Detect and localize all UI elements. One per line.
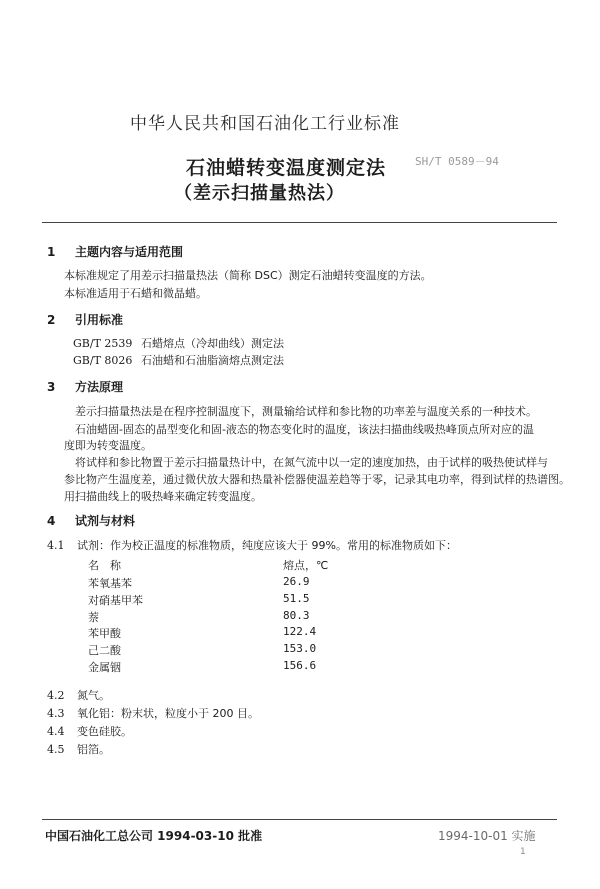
list-item (47, 706, 259, 722)
document-subtitle: （差示扫描量热法） (174, 183, 345, 204)
material-name: 萘 (88, 611, 99, 624)
item-number: 4.5 (47, 743, 65, 756)
material-melting-point: 80.3 (283, 609, 310, 622)
material-name: 苯甲酸 (88, 627, 121, 640)
table-header-name: 名 称 (88, 559, 121, 572)
material-melting-point: 51.5 (283, 592, 310, 605)
section-title: 主题内容与适用范围 (75, 245, 184, 259)
item-4-1 (47, 538, 457, 554)
material-melting-point: 122.4 (283, 625, 317, 638)
item-number: 4.2 (47, 689, 65, 702)
section-number: 4 (47, 514, 56, 528)
page-number: 1 (520, 847, 526, 857)
reference-item (73, 336, 284, 352)
section-1-paragraph: 本标准适用于石蜡和微晶蜡。 (64, 287, 207, 300)
item-number: 4.4 (47, 725, 65, 738)
section-title: 方法原理 (75, 380, 124, 394)
material-melting-point: 26.9 (283, 575, 310, 588)
table-header-melting-point: 熔点，℃ (283, 559, 329, 572)
section-3-heading (47, 378, 123, 395)
material-name: 对硝基甲苯 (88, 594, 143, 607)
section-number: 3 (47, 380, 56, 394)
section-3-paragraph: 将试样和参比物置于差示扫描量热计中，在氮气流中以一定的速度加热，由于试样的吸热使试样与 (75, 456, 548, 469)
section-title: 试剂与材料 (75, 514, 136, 528)
section-3-paragraph: 用扫描曲线上的吸热峰来确定转变温度。 (64, 490, 262, 503)
header-divider (42, 222, 557, 223)
section-3-paragraph: 石油蜡固-固态的晶型变化和固-液态的物态变化时的温度，该法扫描曲线吸热峰顶点所对应的温 (75, 423, 534, 436)
item-text: 铝箔。 (77, 743, 110, 756)
item-text: 变色硅胶。 (77, 725, 132, 738)
reference-item (73, 353, 284, 369)
reference-title: 石油蜡和石油脂滴熔点测定法 (141, 354, 284, 367)
section-number: 1 (47, 245, 56, 259)
material-name: 苯氧基苯 (88, 577, 132, 590)
item-text: 氧化铝：粉末状，粒度小于 200 目。 (77, 707, 259, 720)
footer-divider (42, 819, 557, 820)
section-1-heading (47, 243, 183, 260)
approval-line: 中国石油化工总公司 1994-03-10 批准 (45, 829, 263, 843)
standard-category-title: 中华人民共和国石油化工行业标准 (130, 114, 400, 134)
section-title: 引用标准 (75, 313, 124, 327)
section-3-paragraph: 差示扫描量热法是在程序控制温度下，测量输给试样和参比物的功率差与温度关系的一种技术。 (75, 405, 537, 418)
section-number: 2 (47, 313, 56, 327)
section-3-paragraph: 参比物产生温度差，通过微伏放大器和热量补偿器使温差趋等于零，记录其电功率，得到试样的热谱图。 (64, 473, 570, 486)
standard-number: SH/T 0589－94 (415, 155, 499, 168)
reference-code: GB/T 2539 (73, 337, 133, 350)
material-name: 金属铟 (88, 661, 121, 674)
item-number: 4.1 (47, 539, 65, 552)
item-text: 试剂：作为校正温度的标准物质，纯度应该大于 99%。常用的标准物质如下： (77, 539, 457, 552)
list-item (47, 724, 132, 740)
section-2-heading (47, 311, 123, 328)
section-1-paragraph: 本标准规定了用差示扫描量热法（简称 DSC）测定石油蜡转变温度的方法。 (64, 269, 432, 282)
list-item (47, 742, 110, 758)
section-3-paragraph: 度即为转变温度。 (64, 439, 152, 452)
material-name: 己二酸 (88, 644, 121, 657)
section-4-heading (47, 512, 135, 529)
implementation-line: 1994-10-01 实施 (438, 829, 536, 843)
material-melting-point: 156.6 (283, 659, 317, 672)
item-number: 4.3 (47, 707, 65, 720)
document-title: 石油蜡转变温度测定法 (186, 157, 387, 179)
item-text: 氮气。 (77, 689, 110, 702)
reference-title: 石蜡熔点（冷却曲线）测定法 (141, 337, 284, 350)
material-melting-point: 153.0 (283, 642, 317, 655)
list-item (47, 688, 110, 704)
reference-code: GB/T 8026 (73, 354, 133, 367)
